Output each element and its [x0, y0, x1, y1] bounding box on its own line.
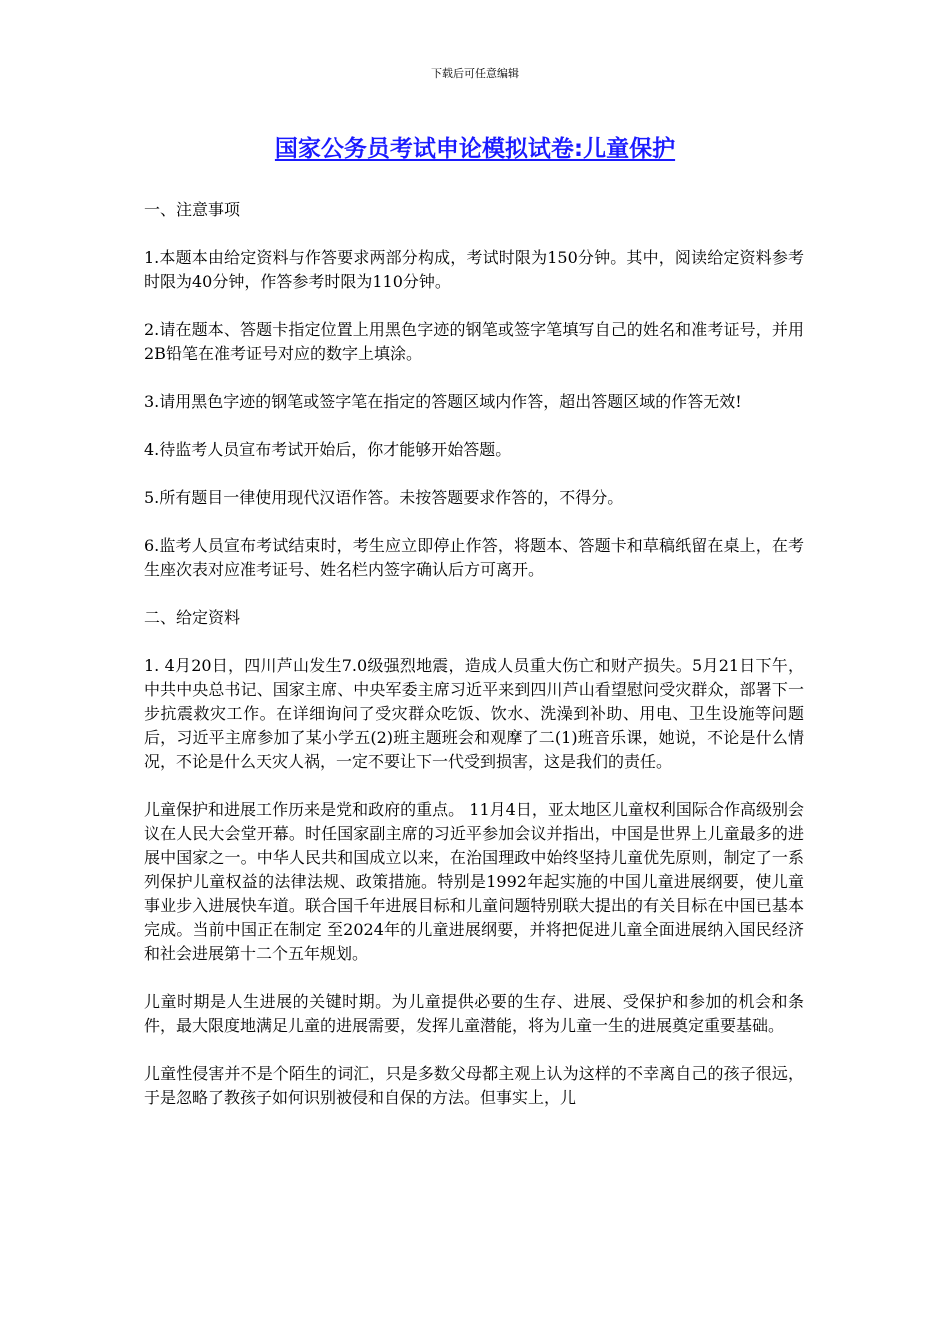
- section-heading-notice: 一、注意事项: [144, 200, 241, 219]
- notice-item: 5.所有题目一律使用现代汉语作答。未按答题要求作答的，不得分。: [144, 488, 624, 507]
- section-heading-materials: 二、给定资料: [144, 608, 241, 627]
- notice-item: 2.请在题本、答题卡指定位置上用黑色字迹的钢笔或签字笔填写自己的姓名和准考证号，并用2B铅笔在准考证号对应的数字上填涂。: [144, 320, 804, 363]
- material-paragraph: 儿童时期是人生进展的关键时期。为儿童提供必要的生存、进展、受保护和参加的机会和条件，最大限度地满足儿童的进展需要，发挥儿童潜能，将为儿童一生的进展奠定重要基础。: [144, 992, 804, 1035]
- notice-item: 6.监考人员宣布考试结束时，考生应立即停止作答，将题本、答题卡和草稿纸留在桌上，在考生座次表对应准考证号、姓名栏内签字确认后方可离开。: [144, 536, 804, 579]
- material-paragraph: 1. 4月20日，四川芦山发生7.0级强烈地震，造成人员重大伤亡和财产损失。5月21日下午，中共中央总书记、国家主席、中央军委主席习近平来到四川芦山看望慰问受灾群众，部署下一步抗震救灾工作。在详细询问了受灾群众吃饭、饮水、洗澡到补助、用电、卫生设施等问题后，习近平主席参加了某小学五(2)班主题班会和观摩了二(1)班音乐课，她说，不论是什么情况，不论是什么天灾人祸，一定不要让下一代受到损害，这是我们的责任。: [144, 656, 804, 771]
- material-paragraph: 儿童保护和进展工作历来是党和政府的重点。 11月4日，亚太地区儿童权利国际合作高级别会议在人民大会堂开幕。时任国家副主席的习近平参加会议并指出，中国是世界上儿童最多的进展中国家之一。中华人民共和国成立以来，在治国理政中始终坚持儿童优先原则，制定了一系列保护儿童权益的法律法规、政策措施。特别是1992年起实施的中国儿童进展纲要，使儿童事业步入进展快车道。联合国千年进展目标和儿童问题特别联大提出的有关目标在中国已基本完成。当前中国正在制定 至2024年的儿童进展纲要，并将把促进儿童全面进展纳入国民经济和社会进展第十二个五年规划。: [144, 800, 804, 963]
- header-note: 下载后可任意编辑: [431, 67, 519, 80]
- document-title: [0, 133, 950, 165]
- notice-item: 1.本题本由给定资料与作答要求两部分构成，考试时限为150分钟。其中，阅读给定资料参考时限为40分钟，作答参考时限为110分钟。: [144, 248, 804, 291]
- document-body: [144, 198, 804, 1134]
- material-paragraph: 儿童性侵害并不是个陌生的词汇，只是多数父母都主观上认为这样的不幸离自己的孩子很远，于是忽略了教孩子如何识别被侵和自保的方法。但事实上，儿: [144, 1064, 804, 1107]
- notice-item: 3.请用黑色字迹的钢笔或签字笔在指定的答题区域内作答，超出答题区域的作答无效!: [144, 392, 742, 411]
- notice-item: 4.待监考人员宣布考试开始后，你才能够开始答题。: [144, 440, 512, 459]
- title-link[interactable]: 国家公务员考试申论模拟试卷:儿童保护: [274, 136, 676, 162]
